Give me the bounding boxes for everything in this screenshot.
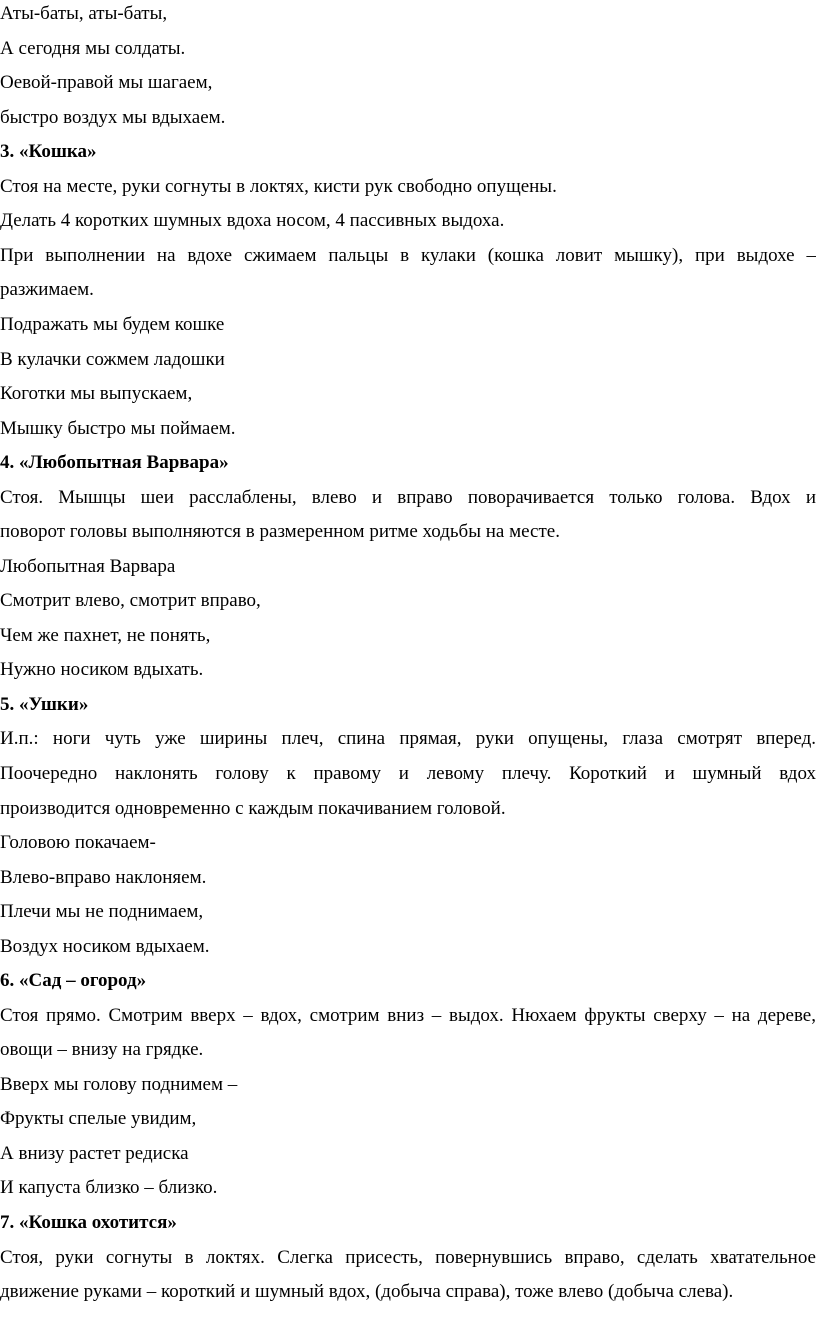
text-line: Смотрит влево, смотрит вправо, [0,590,261,611]
text-line: Аты-баты, аты-баты, [0,3,168,24]
text-line: овощи – внизу на грядке. [0,1039,204,1060]
text-line: Воздух носиком вдыхаем. [0,936,210,957]
text-line: производится одновременно с каждым покачиванием головой. [0,798,506,819]
text-line: В кулачки сожмем ладошки [0,349,225,370]
text-line: Делать 4 коротких шумных вдоха носом, 4 пассивных выдоха. [0,210,505,231]
section-heading-3: 3. «Кошка» [0,141,97,162]
text-line: А внизу растет редиска [0,1143,189,1164]
text-line: Поочередно наклонять голову к правому и левому плечу. Короткий и шумный вдох [0,763,816,784]
text-line: Стоя прямо. Смотрим вверх – вдох, смотрим вниз – выдох. Нюхаем фрукты сверху – на дереве, [0,1005,816,1026]
text-line: Стоя. Мышцы шеи расслаблены, влево и вправо поворачивается только голова. Вдох и [0,487,816,508]
text-line: быстро воздух мы вдыхаем. [0,107,226,128]
text-line: Нужно носиком вдыхать. [0,659,204,680]
text-line: Оевой-правой мы шагаем, [0,72,213,93]
text-line: движение руками – короткий и шумный вдох, (добыча справа), тоже влево (добыча слева). [0,1281,734,1302]
text-line: Мышку быстро мы поймаем. [0,418,236,439]
text-line: Влево-вправо наклоняем. [0,867,207,888]
text-line: И.п.: ноги чуть уже ширины плеч, спина прямая, руки опущены, глаза смотрят вперед. [0,728,816,749]
text-line: Чем же пахнет, не понять, [0,625,211,646]
text-line: Фрукты спелые увидим, [0,1108,197,1129]
text-line: Коготки мы выпускаем, [0,383,193,404]
text-line: Стоя, руки согнуты в локтях. Слегка присесть, повернувшись вправо, сделать хватательное [0,1247,816,1268]
text-line: Вверх мы голову поднимем – [0,1074,238,1095]
section-heading-5: 5. «Ушки» [0,694,89,715]
text-line: Головою покачаем- [0,832,156,853]
text-line: При выполнении на вдохе сжимаем пальцы в кулаки (кошка ловит мышку), при выдохе – [0,245,816,266]
section-heading-7: 7. «Кошка охотится» [0,1212,177,1233]
section-heading-6: 6. «Сад – огород» [0,970,147,991]
text-line: поворот головы выполняются в размеренном ритме ходьбы на месте. [0,521,560,542]
text-line: Стоя на месте, руки согнуты в локтях, кисти рук свободно опущены. [0,176,557,197]
text-line: Плечи мы не поднимаем, [0,901,204,922]
text-line: И капуста близко – близко. [0,1177,218,1198]
text-line: разжимаем. [0,279,94,300]
section-heading-4: 4. «Любопытная Варвара» [0,452,229,473]
text-line: Любопытная Варвара [0,556,176,577]
text-line: Подражать мы будем кошке [0,314,225,335]
text-line: А сегодня мы солдаты. [0,38,186,59]
